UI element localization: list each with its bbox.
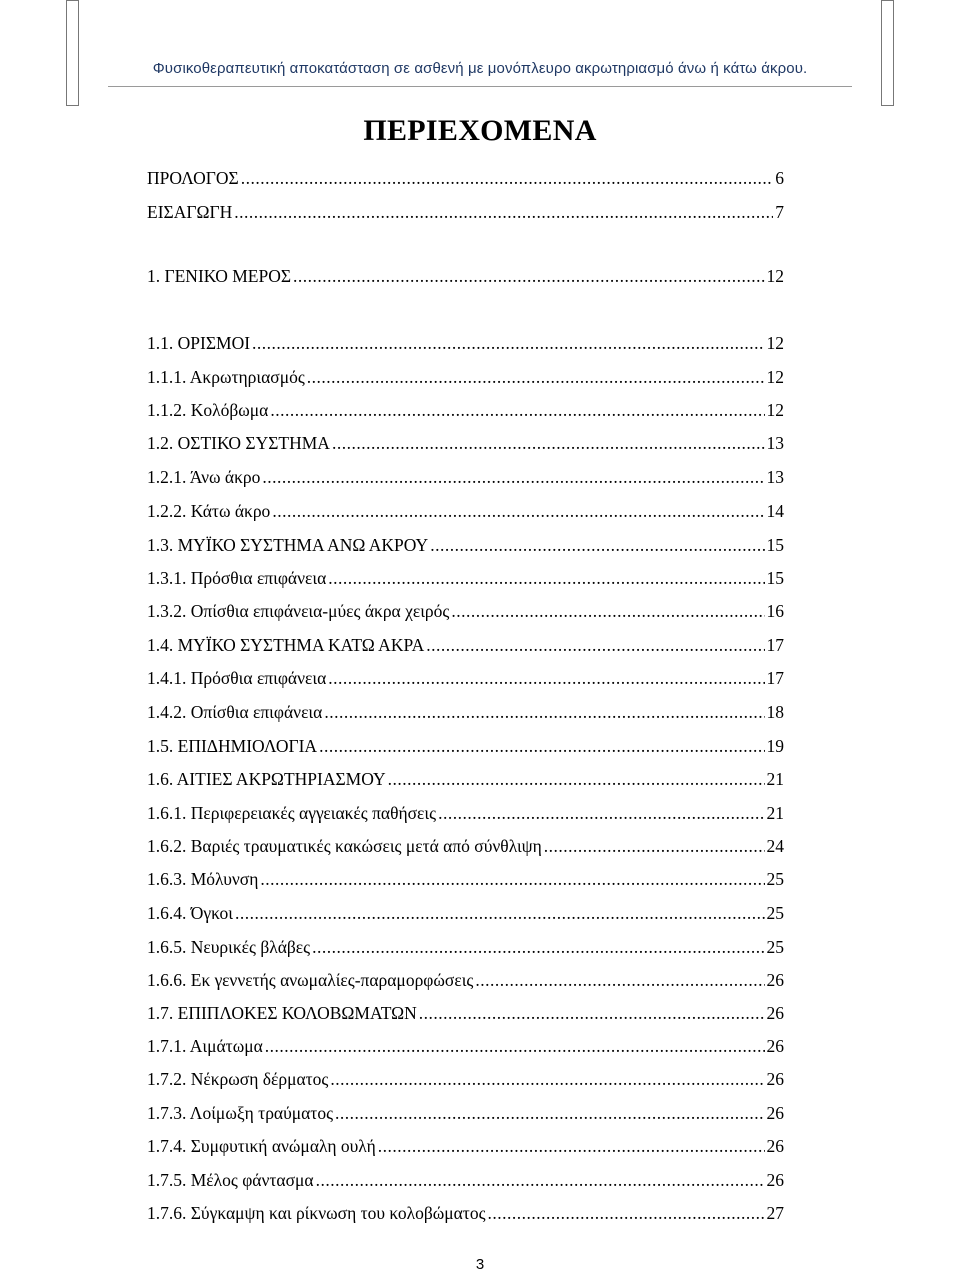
toc-entry[interactable] — [147, 1203, 784, 1227]
toc-entry-page: 26 — [766, 1036, 784, 1056]
toc-entry-label: 1.7.5. Μέλος φάντασμα — [147, 1170, 314, 1190]
toc-entry-page: 14 — [766, 501, 784, 521]
toc-entry-label: 1.2.2. Κάτω άκρο — [147, 501, 271, 521]
toc-entry-page: 6 — [775, 168, 784, 188]
dot-leader — [544, 836, 765, 857]
dot-leader — [451, 601, 764, 622]
toc-entry-page: 7 — [775, 202, 784, 222]
toc-entry[interactable] — [147, 702, 784, 726]
toc-entry-page: 18 — [766, 702, 784, 722]
toc-entry[interactable] — [147, 433, 784, 457]
dot-leader — [293, 266, 764, 287]
dot-leader — [328, 568, 764, 589]
dot-leader — [252, 333, 764, 354]
toc-entry-label: 1.1.1. Ακρωτηριασμός — [147, 367, 305, 387]
dot-leader — [319, 736, 764, 757]
header-divider — [108, 86, 852, 87]
toc-entry-label: 1.7. ΕΠΙΠΛΟΚΕΣ ΚΟΛΟΒΩΜΑΤΩΝ — [147, 1003, 417, 1023]
toc-title: ΠΕΡΙΕΧΟΜΕΝΑ — [363, 114, 597, 147]
toc-entry-page: 17 — [766, 635, 784, 655]
toc-entry-label: 1.6.3. Μόλυνση — [147, 869, 259, 889]
toc-entry-label: 1.2. ΟΣΤΙΚΟ ΣΥΣΤΗΜΑ — [147, 433, 330, 453]
toc-entry-label: 1.4. ΜΥΪΚΟ ΣΥΣΤΗΜΑ ΚΑΤΩ ΑΚΡΑ — [147, 635, 425, 655]
dot-leader — [265, 1036, 765, 1057]
dot-leader — [388, 769, 765, 790]
toc-entry-page: 26 — [766, 1069, 784, 1089]
dot-leader — [234, 202, 773, 223]
dot-leader — [475, 970, 764, 991]
header-decor-bar-right — [881, 0, 894, 106]
toc-entry-label: 1.6.2. Βαριές τραυματικές κακώσεις μετά από σύνθλιψη — [147, 836, 542, 856]
toc-entry-label: 1.6.1. Περιφερειακές αγγειακές παθήσεις — [147, 803, 437, 823]
toc-entry[interactable] — [147, 769, 784, 793]
toc-entry[interactable] — [147, 635, 784, 659]
toc-entry[interactable] — [147, 668, 784, 692]
dot-leader — [328, 668, 764, 689]
toc-entry[interactable] — [147, 501, 784, 525]
toc-entry-label: 1.3.1. Πρόσθια επιφάνεια — [147, 568, 327, 588]
toc-entry-label: 1.7.6. Σύγκαμψη και ρίκνωση του κολοβώματος — [147, 1203, 486, 1223]
dot-leader — [260, 869, 764, 890]
dot-leader — [272, 501, 764, 522]
dot-leader — [312, 937, 764, 958]
toc-entry[interactable] — [147, 333, 784, 357]
toc-entry-label: 1.6.5. Νευρικές βλάβες — [147, 937, 311, 957]
toc-entry-page: 25 — [766, 937, 784, 957]
toc-entry-label: 1.6. ΑΙΤΙΕΣ ΑΚΡΩΤΗΡΙΑΣΜΟΥ — [147, 769, 386, 789]
toc-entry-page: 12 — [766, 367, 784, 387]
toc-entry[interactable] — [147, 1003, 784, 1027]
toc-entry-page: 19 — [766, 736, 784, 756]
toc-entry[interactable] — [147, 601, 784, 625]
toc-entry-label: 1.3. ΜΥΪΚΟ ΣΥΣΤΗΜΑ ΑΝΩ ΑΚΡΟΥ — [147, 535, 429, 555]
toc-entry-label: 1.4.1. Πρόσθια επιφάνεια — [147, 668, 327, 688]
toc-entry-label: 1.5. ΕΠΙΔΗΜΙΟΛΟΓΙΑ — [147, 736, 318, 756]
dot-leader — [262, 467, 764, 488]
toc-entry[interactable] — [147, 467, 784, 491]
toc-entry-page: 12 — [766, 400, 784, 420]
toc-entry[interactable] — [147, 869, 784, 893]
toc-entry[interactable] — [147, 202, 784, 226]
toc-entry-page: 17 — [766, 668, 784, 688]
running-header: Φυσικοθεραπευτική αποκατάσταση σε ασθενή με μονόπλευρο ακρωτηριασμό άνω ή κάτω άκρου. — [152, 60, 808, 77]
dot-leader — [335, 1103, 764, 1124]
toc-entry-page: 27 — [766, 1203, 784, 1223]
dot-leader — [378, 1136, 765, 1157]
toc-entry[interactable] — [147, 1103, 784, 1127]
toc-entry[interactable] — [147, 1036, 784, 1060]
toc-entry-page: 12 — [766, 333, 784, 353]
toc-entry[interactable] — [147, 1136, 784, 1160]
page-number: 3 — [475, 1256, 485, 1273]
toc-entry-label: 1.7.4. Συμφυτική ανώμαλη ουλή — [147, 1136, 376, 1156]
toc-entry-label: 1.2.1. Άνω άκρο — [147, 467, 261, 487]
toc-entry-page: 15 — [766, 535, 784, 555]
dot-leader — [426, 635, 764, 656]
toc-entry-page: 26 — [766, 1103, 784, 1123]
toc-entry[interactable] — [147, 535, 784, 559]
toc-entry[interactable] — [147, 367, 784, 391]
toc-entry-page: 16 — [766, 601, 784, 621]
toc-entry[interactable] — [147, 266, 784, 290]
toc-entry-label: ΠΡΟΛΟΓΟΣ — [147, 168, 239, 188]
header-decor-bar-left — [66, 0, 79, 106]
toc-entry-page: 25 — [766, 869, 784, 889]
toc-entry-page: 26 — [766, 1003, 784, 1023]
toc-entry-label: 1. ΓΕΝΙΚΟ ΜΕΡΟΣ — [147, 266, 292, 286]
dot-leader — [307, 367, 765, 388]
toc-entry-page: 15 — [766, 568, 784, 588]
toc-entry-page: 13 — [766, 467, 784, 487]
dot-leader — [438, 803, 764, 824]
toc-entry-label: 1.6.6. Εκ γεννετής ανωμαλίες-παραμορφώσεις — [147, 970, 474, 990]
toc-entry-page: 24 — [766, 836, 784, 856]
toc-entry-label: 1.7.1. Αιμάτωμα — [147, 1036, 263, 1056]
toc-entry[interactable] — [147, 568, 784, 592]
toc-entry[interactable] — [147, 937, 784, 961]
toc-entry-label: 1.4.2. Οπίσθια επιφάνεια — [147, 702, 323, 722]
toc-entry[interactable] — [147, 903, 784, 927]
toc-entry[interactable] — [147, 1170, 784, 1194]
toc-entry-label: 1.6.4. Όγκοι — [147, 903, 234, 923]
toc-entry-label: 1.3.2. Οπίσθια επιφάνεια-μύες άκρα χειρός — [147, 601, 450, 621]
toc-entry[interactable] — [147, 803, 784, 827]
toc-entry-page: 13 — [766, 433, 784, 453]
toc-entry[interactable] — [147, 836, 784, 860]
toc-entry-page: 26 — [766, 1170, 784, 1190]
toc-entry-page: 21 — [766, 769, 784, 789]
toc-entry[interactable] — [147, 970, 784, 994]
toc-entry-label: 1.7.3. Λοίμωξη τραύματος — [147, 1103, 334, 1123]
dot-leader — [488, 1203, 765, 1224]
dot-leader — [316, 1170, 765, 1191]
toc-entry-label: 1.7.2. Νέκρωση δέρματος — [147, 1069, 329, 1089]
toc-entry[interactable] — [147, 1069, 784, 1093]
dot-leader — [332, 433, 765, 454]
toc-entry[interactable] — [147, 736, 784, 760]
dot-leader — [270, 400, 764, 421]
dot-leader — [430, 535, 764, 556]
toc-entry-label: 1.1. ΟΡΙΣΜΟΙ — [147, 333, 251, 353]
dot-leader — [235, 903, 764, 924]
toc-entry-page: 26 — [766, 970, 784, 990]
toc-entry-label: 1.1.2. Κολόβωμα — [147, 400, 269, 420]
toc-entry[interactable] — [147, 400, 784, 424]
toc-entry-page: 12 — [766, 266, 784, 286]
toc-entry-page: 25 — [766, 903, 784, 923]
dot-leader — [324, 702, 764, 723]
toc-entry[interactable] — [147, 168, 784, 192]
dot-leader — [241, 168, 774, 189]
toc-entry-page: 21 — [766, 803, 784, 823]
dot-leader — [330, 1069, 764, 1090]
toc-entry-page: 26 — [766, 1136, 784, 1156]
toc-entry-label: ΕΙΣΑΓΩΓΗ — [147, 202, 233, 222]
dot-leader — [419, 1003, 765, 1024]
